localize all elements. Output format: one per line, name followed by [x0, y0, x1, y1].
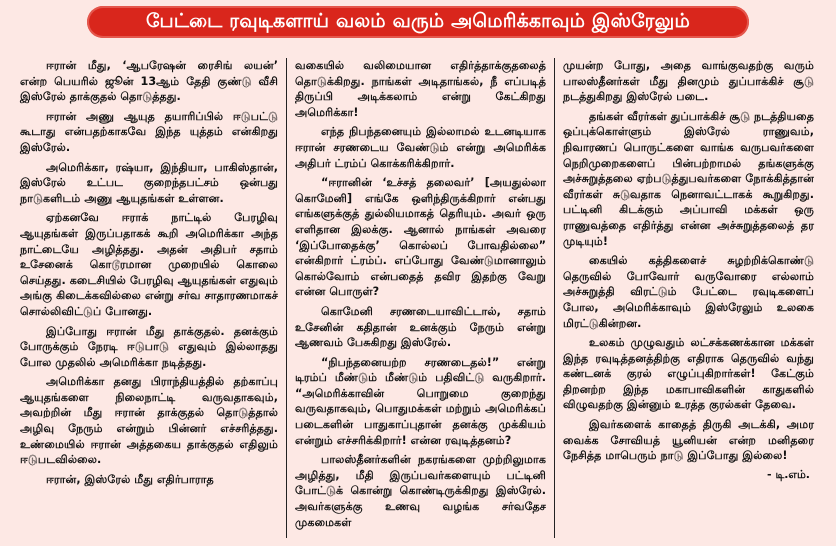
paragraph: இவர்களைக் காதைத் திருகி அடக்கி, அமர வைக்க சோவியத் யூனியன் என்ற மனிதரை நேசித்த மாபெரும் நாடு இப்போது இல்லை! [563, 418, 814, 463]
column-3 [554, 58, 822, 538]
column-1 [18, 58, 286, 538]
author-signoff: - டி.எம். [767, 467, 810, 481]
paragraph: ஏற்கனவே ஈராக் நாட்டில் பேரழிவு ஆயுதங்கள் இருப்பதாகக் கூறி அமெரிக்கா அந்த நாட்டையே அழித்தது. அதன் அதிபர் சதாம் உசேனைக் கொடூரமான முறையில் கொலை செய்தது. கடைசியில் பேரழிவு ஆயுதங்கள் எதுவும் அங்கு கிடைக்கவில்லை என்று சர்வ சாதாரணமாகச் சொல்லிவிட்டுப் போனது. [20, 211, 278, 318]
paragraph: அமெரிக்கா தனது பிராந்தியத்தில் தற்காப்பு ஆயுதங்களை நிலைநாட்டி வருவதாகவும், அவற்றின் மீது ஈரான் தாக்குதல் தொடுத்தால் அழிவு நேரும் என்றும் பின்னர் எச்சரித்தது. உண்மையில் ஈரான் அத்தகைய தாக்குதல் எதிலும் ஈடுபடவில்லை. [20, 375, 278, 467]
paragraph: வகையில் வலிமையான எதிர்த்தாக்குதலைத் தொடுக்கிறது. நாங்கள் அடிதாங்கல், நீ எப்படித் திருப்பி அடிக்கலாம் என்று கேட்கிறது அமெரிக்கா! [295, 59, 546, 119]
paragraph: “ஈரானின் ‘உச்சத் தலைவர்’ [அயதுல்லா கொமேனி] எங்கே ஒளிந்திருக்கிறார் என்பது எங்களுக்குத் துல்லியமாகத் தெரியும். அவர் ஒரு எளிதான இலக்கு. ஆனால் நாங்கள் அவரை ‘இப்போதைக்கு’ கொல்லப் போவதில்லை” என்கிறார் ட்ரம்ப். எப்போது வேண்டுமானாலும் கொல்வோம் என்பதைத் தவிர இதற்கு வேறு என்ன பொருள்? [295, 176, 546, 299]
paragraph: ஈரான் அணு ஆயுத தயாரிப்பில் ஈடுபட்டு கூடாது என்பதற்காகவே இந்த யுத்தம் என்கிறது இஸ்ரேல். [20, 109, 278, 154]
paragraph: தங்கள் வீரர்கள் துப்பாக்கிச் சூடு நடத்தியதை ஒப்புக்கொள்ளும் இஸ்ரேல் ராணுவம், நிவாரணப் பொருட்களை வாங்க வருபவர்களை நெறிமுறைகளைப் பின்பற்றாமல் தங்களுக்கு அச்சுறுத்தலை ஏற்படுத்துபவர்களை நோக்கித்தான் வீரர்கள் சுடுவதாக நெனாவட்டாகக் கூறுகிறது. பட்டினி கிடக்கும் அப்பாவி மக்கள் ஒரு ராணுவத்தை எதிர்த்து என்ன அச்சுறுத்தலைத் தர முடியும்! [563, 109, 814, 248]
paragraph: “நிபந்தனையற்ற சரணடைதல்!” என்று டிரம்ப் மீண்டும் மீண்டும் பதிவிட்டு வருகிறார். “அமெரிக்காவின் பொறுமை குறைந்து வருவதாகவும், பொதுமக்கள் மற்றும் அமெரிக்கப் படைகளின் பாதுகாப்புதான் தனக்கு முக்கியம் என்றும் எச்சரிக்கிறார்! என்ன ரவுடித்தனம்? [295, 355, 546, 447]
paragraph: பாலஸ்தீனர்களின் நகரங்களை முற்றிலுமாக அழித்து, மீதி இருப்பவர்களையும் பட்டினி போட்டுக் கொன்று கொண்டிருக்கிறது இஸ்ரேல். அவர்களுக்கு உணவு வழங்க சர்வதேச முகமைகள் [295, 453, 546, 529]
paragraph: ஈரான், இஸ்ரேல் மீது எதிர்பாராத [46, 472, 214, 486]
paragraph: எந்த நிபந்தனையும் இல்லாமல் உடனடியாக ஈரான் சரணடைய வேண்டும் என்று அமெரிக்க அதிபர் ட்ரம்ப் கொக்கரிக்கிறார். [295, 125, 546, 170]
paragraph: அமெரிக்கா, ரஷ்யா, இந்தியா, பாகிஸ்தான், இஸ்ரேல் உட்பட குறைந்தபட்சம் ஒன்பது நாடுகளிடம் அணு ஆயுதங்கள் உள்ளன. [20, 160, 278, 205]
paragraph: உலகம் முழுவதும் லட்சக்கணக்கான மக்கள் இந்த ரவுடித்தனத்திற்கு எதிராக தெருவில் வந்து கண்டனக் குரல் எழுப்புகிறார்கள்! கேட்கும் திறனற்ற இந்த மகாபாவிகளின் காதுகளில் விழுவதற்கு இன்னும் உரத்த குரல்கள் தேவை. [563, 336, 814, 412]
headline-title: பேட்டை ரவுடிகளாய் வலம் வரும் அமெரிக்காவும் இஸ்ரேலும் [146, 9, 690, 32]
paragraph: ஈரான் மீது, ‘ஆபரேஷன் ரைசிங் லயன்’ என்ற பெயரில் ஜூன் 13ஆம் தேதி குண்டு வீசி இஸ்ரேல் தாக்குதல் தொடுத்தது. [20, 59, 278, 104]
column-2 [286, 58, 554, 538]
paragraph: கையில் கத்திகளைச் சுழற்றிக்கொண்டு தெருவில் போவோர் வருவோரை எல்லாம் அச்சுறுத்தி விரட்டும் பேட்டை ரவுடிகளைப் போல, அமெரிக்காவும் இஸ்ரேலும் உலகை மிரட்டுகின்றன. [563, 254, 814, 330]
headline-banner [87, 6, 749, 38]
article-body [18, 58, 824, 538]
paragraph: கொமேனி சரணடையாவிட்டால், சதாம் உசேனின் கதிதான் உனக்கும் நேரும் என்று ஆணவம் பேசுகிறது இஸ்ரேல். [295, 304, 546, 350]
paragraph: இப்போது ஈரான் மீது தாக்குதல். தனக்கும் போருக்கும் நேரடி ஈடுபாடு எதுவும் இல்லாதது போல முதலில் அமெரிக்கா நடித்தது. [20, 324, 278, 369]
paragraph: முயன்ற போது, அதை வாங்குவதற்கு வரும் பாலஸ்தீனர்கள் மீது தினமும் துப்பாக்கிச் சூடு நடத்துகிறது இஸ்ரேல் படை. [563, 59, 814, 104]
